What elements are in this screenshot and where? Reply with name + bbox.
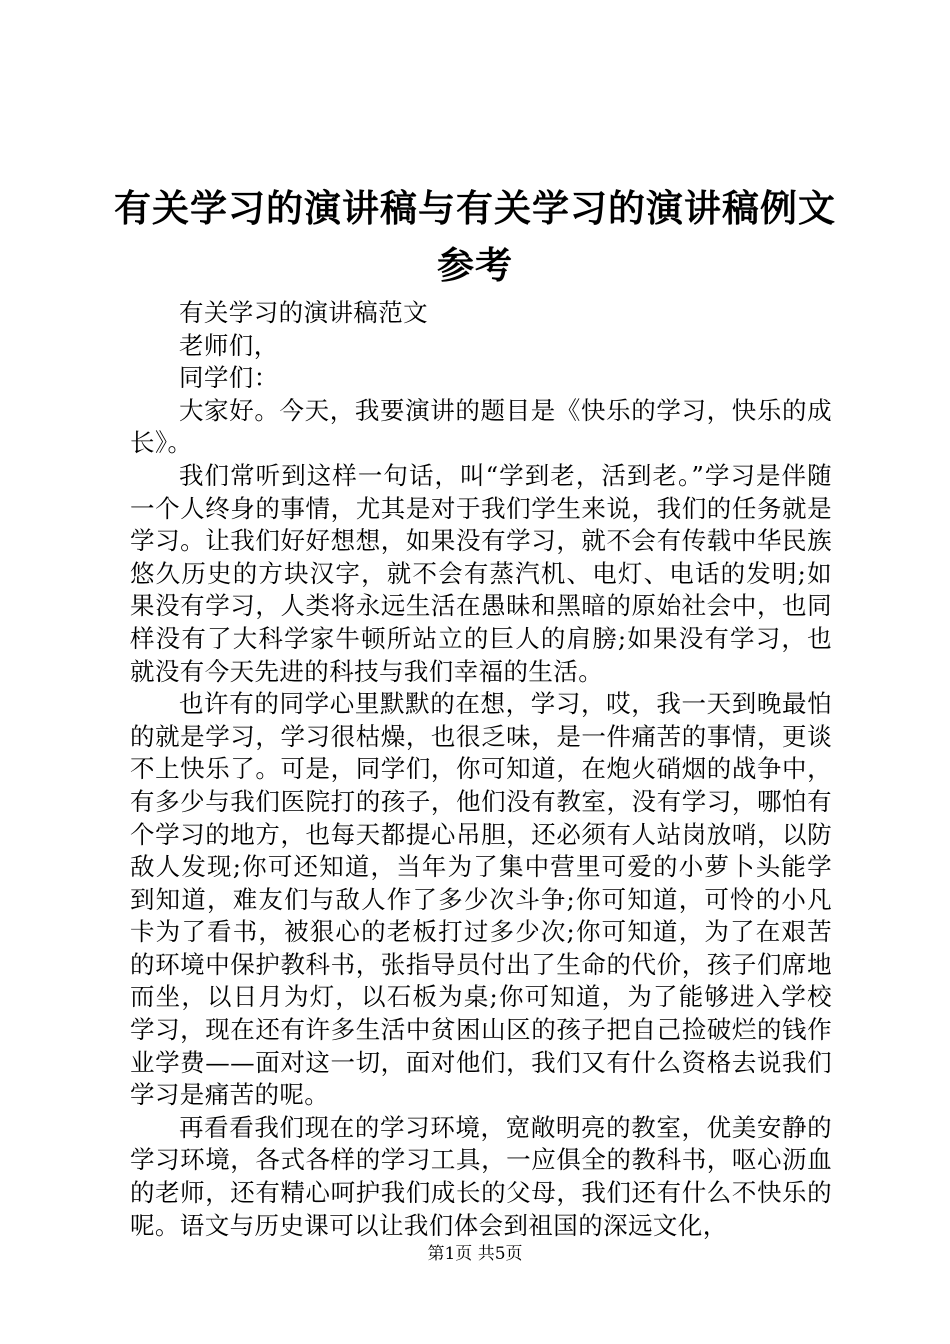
paragraph-opening: 大家好。今天，我要演讲的题目是《快乐的学习，快乐的成长》。 (130, 395, 832, 458)
paragraph-greeting-teachers: 老师们， (179, 330, 279, 360)
document-body (130, 297, 832, 1242)
paragraph-greeting-students: 同学们： (179, 363, 279, 393)
paragraph-subtitle: 有关学习的演讲稿范文 (179, 298, 428, 327)
document-title: 有关学习的演讲稿与有关学习的演讲稿例文参考 (114, 186, 836, 287)
paragraph-body: 再看看我们现在的学习环境，宽敞明亮的教室，优美安静的学习环境，各式各样的学习工具，一应俱全的教科书，呕心沥血的老师，还有精心呵护我们成长的父母，我们还有什么不快乐的呢。语文与历史课可以让我们体会到祖国的深远文化， (130, 1112, 832, 1240)
page-number: 第1页 共5页 (427, 1244, 523, 1264)
paragraph-body: 我们常听到这样一句话，叫“学到老，活到老。”学习是伴随一个人终身的事情，尤其是对于我们学生来说，我们的任务就是学习。让我们好好想想，如果没有学习，就不会有传载中华民族悠久历史的方块汉字，就不会有蒸汽机、电灯、电话的发明;如果没有学习，人类将永远生活在愚昧和黑暗的原始社会中，也同样没有了大科学家牛顿所站立的巨人的肩膀;如果没有学习，也就没有今天先进的科技与我们幸福的生活。 (130, 460, 832, 686)
paragraph-body: 也许有的同学心里默默的在想，学习，哎，我一天到晚最怕的就是学习，学习很枯燥，也很乏味，是一件痛苦的事情，更谈不上快乐了。可是，同学们，你可知道，在炮火硝烟的战争中，有多少与我们医院打的孩子，他们没有教室，没有学习，哪怕有个学习的地方，也每天都提心吊胆，还必须有人站岗放哨，以防敌人发现;你可还知道，当年为了集中营里可爱的小萝卜头能学到知道，难友们与敌人作了多少次斗争;你可知道，可怜的小凡卡为了看书，被狠心的老板打过多少次;你可知道，为了在艰苦的环境中保护教科书，张指导员付出了生命的代价，孩子们席地而坐，以日月为灯，以石板为桌;你可知道，为了能够进入学校学习，现在还有许多生活中贫困山区的孩子把自己捡破烂的钱作业学费——面对这一切，面对他们，我们又有什么资格去说我们学习是痛苦的呢。 (130, 689, 832, 1110)
